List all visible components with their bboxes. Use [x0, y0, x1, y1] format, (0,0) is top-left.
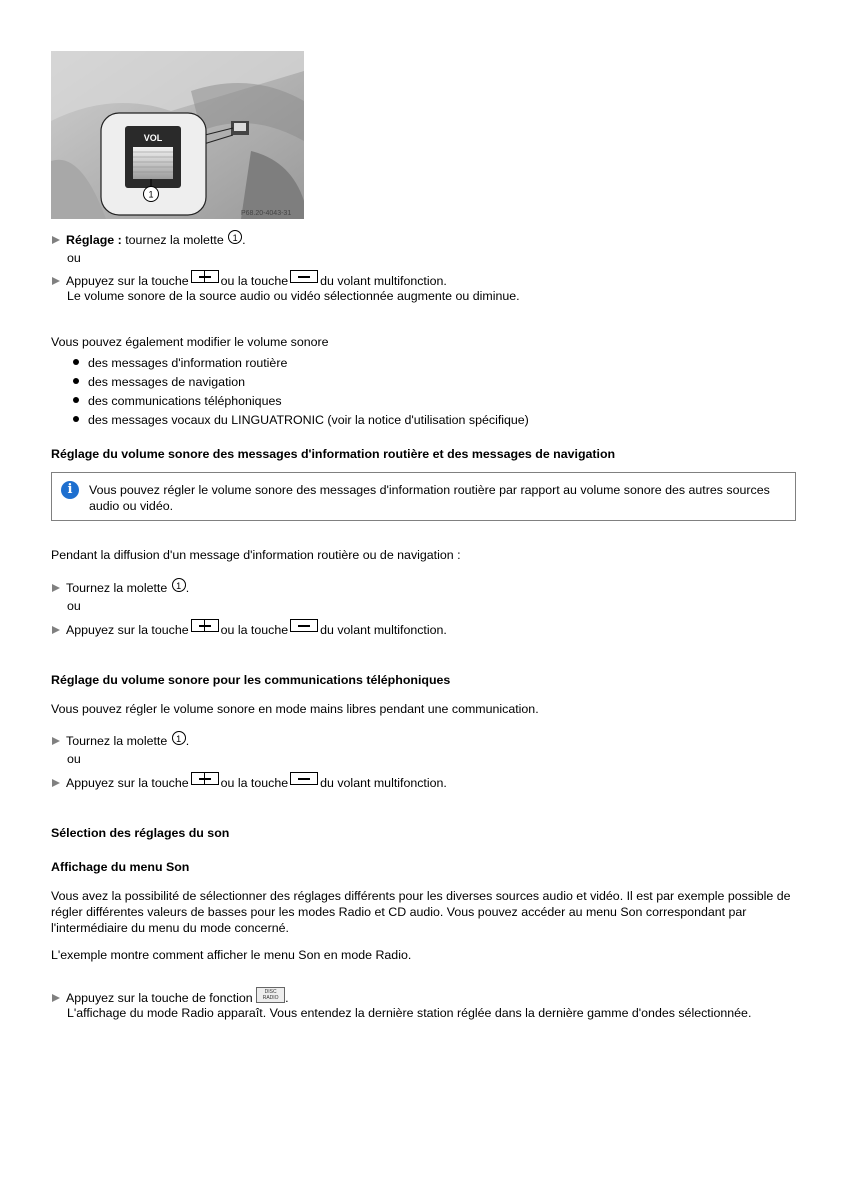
- volume-wheel-figure: [51, 51, 304, 219]
- arrow-right-icon: [52, 626, 60, 634]
- arrow-right-icon: [52, 994, 60, 1002]
- also-intro: Vous pouvez également modifier le volume sonore: [51, 335, 329, 349]
- plus-key-icon: [191, 772, 219, 785]
- section-heading: Réglage du volume sonore des messages d'information routière et des messages de navigation: [51, 447, 616, 461]
- plus-key-icon: [191, 270, 219, 283]
- paragraph: Vous avez la possibilité de sélectionner des réglages différents pour les diverses sources audio et vidéo. Il est par exemple possible de régler différentes valeurs de basses pour les modes Radio et CD audio. Vous pouvez accéder au menu Son correspondant par l'intermédiaire du menu du mode concerné.: [51, 889, 791, 935]
- list-item: des messages d'information routière: [88, 356, 288, 370]
- info-box: [51, 472, 796, 521]
- info-text: Vous pouvez régler le volume sonore des messages d'information routière par rapport au volume sonore des autres sources audio ou vidéo.: [89, 483, 770, 513]
- bullet-icon: [73, 416, 79, 422]
- step-function-key: Appuyez sur la touche de fonction DISC RADIO .: [52, 987, 289, 1006]
- step-press-keys: Appuyez sur la touche ou la touche du volant multifonction.: [52, 619, 447, 638]
- section-heading: Réglage du volume sonore pour les communications téléphoniques: [51, 673, 451, 687]
- arrow-right-icon: [52, 236, 60, 244]
- section-heading: Sélection des réglages du son: [51, 826, 230, 840]
- vol-label: VOL: [143, 133, 163, 143]
- callout-number: 1: [148, 189, 154, 200]
- callout-one-icon: 1: [172, 731, 186, 745]
- info-icon: i: [61, 481, 79, 499]
- during-text: Pendant la diffusion d'un message d'information routière ou de navigation :: [51, 548, 461, 562]
- bullet-icon: [73, 378, 79, 384]
- result-text: Le volume sonore de la source audio ou vidéo sélectionnée augmente ou diminue.: [67, 289, 520, 303]
- list-item: des messages de navigation: [88, 375, 246, 389]
- step-turn: Tournez la molette 1 .: [52, 578, 189, 596]
- or-text: ou: [67, 251, 81, 265]
- step-adjust: Réglage : tournez la molette 1 .: [52, 230, 246, 248]
- callout-one-icon: 1: [228, 230, 242, 244]
- bullet-icon: [73, 359, 79, 365]
- arrow-right-icon: [52, 737, 60, 745]
- or-text: ou: [67, 752, 81, 766]
- minus-key-icon: [290, 270, 318, 283]
- minus-key-icon: [290, 772, 318, 785]
- minus-key-icon: [290, 619, 318, 632]
- arrow-right-icon: [52, 779, 60, 787]
- step-text: tournez la molette: [121, 233, 228, 247]
- list-item: des communications téléphoniques: [88, 394, 282, 408]
- subsection-heading: Affichage du menu Son: [51, 860, 190, 874]
- figure-code: P68.20-4043-31: [241, 210, 292, 217]
- arrow-right-icon: [52, 584, 60, 592]
- step-press-keys: Appuyez sur la touche ou la touche du volant multifonction.: [52, 270, 447, 289]
- arrow-right-icon: [52, 277, 60, 285]
- phone-text: Vous pouvez régler le volume sonore en mode mains libres pendant une communication.: [51, 702, 539, 716]
- result-text: L'affichage du mode Radio apparaît. Vous entendez la dernière station réglée dans la dernière gamme d'ondes sélectionnée.: [67, 1006, 752, 1020]
- paragraph: L'exemple montre comment afficher le menu Son en mode Radio.: [51, 948, 412, 962]
- step-turn: Tournez la molette 1 .: [52, 731, 189, 749]
- bullet-icon: [73, 397, 79, 403]
- list-item: des messages vocaux du LINGUATRONIC (voir la notice d'utilisation spécifique): [88, 413, 529, 427]
- plus-key-icon: [191, 619, 219, 632]
- step-bold-label: Réglage :: [66, 233, 122, 247]
- or-text: ou: [67, 599, 81, 613]
- callout-one-icon: 1: [172, 578, 186, 592]
- step-press-keys: Appuyez sur la touche ou la touche du volant multifonction.: [52, 772, 447, 791]
- disc-radio-key-icon: DISC RADIO: [256, 987, 285, 1003]
